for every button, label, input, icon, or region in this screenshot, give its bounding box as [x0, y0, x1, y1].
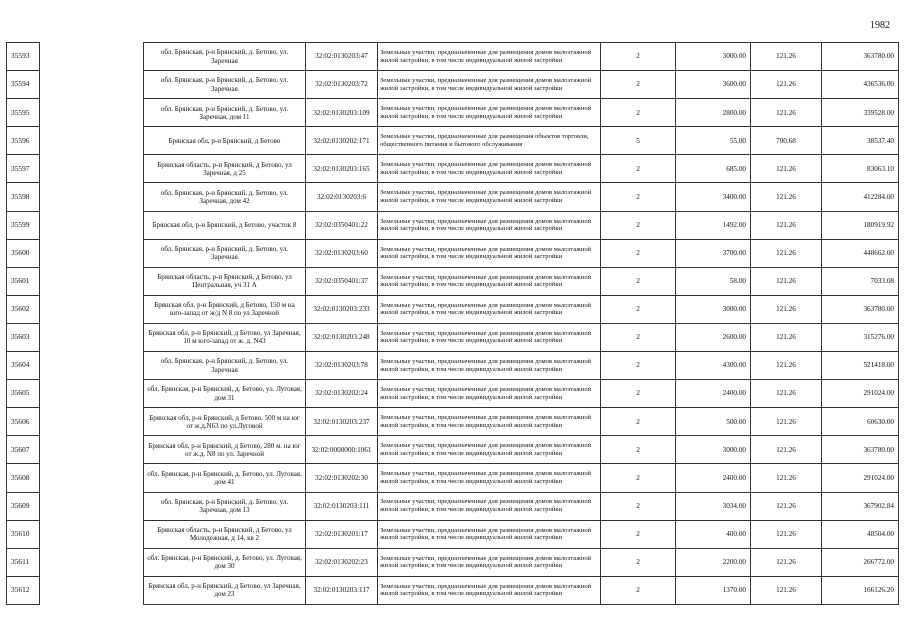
table-row: [144, 492, 899, 520]
row-number-column: [6, 42, 40, 605]
address-cell: обл. Брянская, р-н Брянский, д. Бетово, ул. Луговая, дом 30: [144, 548, 306, 576]
row-id-cell: 35598: [7, 183, 40, 211]
cadastral-number-cell: 32:02:0130202:171: [306, 127, 378, 155]
group-code-cell: 2: [601, 380, 676, 408]
cadastral-number-cell: 32:02:0350401:37: [306, 267, 378, 295]
cadastral-value-cell: 38537.40: [822, 127, 899, 155]
address-cell: обл. Брянская, р-н Брянский, д. Бетово, ул. Заречная, дом 42: [144, 183, 306, 211]
row-number-row: [7, 464, 40, 492]
specific-value-cell: 121.26: [751, 155, 822, 183]
address-cell: Брянская область, р-н Брянский, д Бетово, ул Центральная, уч 31 А: [144, 267, 306, 295]
row-id-cell: 35611: [7, 548, 40, 576]
group-code-cell: 2: [601, 99, 676, 127]
row-number-row: [7, 99, 40, 127]
table-row: [144, 295, 899, 323]
cadastral-value-cell: 339528.00: [822, 99, 899, 127]
table-row: [144, 183, 899, 211]
table-row: [144, 520, 899, 548]
table-row: [144, 239, 899, 267]
specific-value-cell: 121.26: [751, 267, 822, 295]
group-code-cell: 2: [601, 267, 676, 295]
cadastral-number-cell: 32:02:0130202:30: [306, 464, 378, 492]
row-number-row: [7, 352, 40, 380]
specific-value-cell: 121.26: [751, 548, 822, 576]
group-code-cell: 2: [601, 295, 676, 323]
row-number-row: [7, 43, 40, 71]
cadastral-value-cell: 291024.00: [822, 380, 899, 408]
cadastral-number-cell: 32:02:0130203:109: [306, 99, 378, 127]
row-number-row: [7, 239, 40, 267]
row-number-row: [7, 408, 40, 436]
land-use-cell: Земельные участки, предназначенные для размещения домов малоэтажной жилой застройки, в том числе индивидуальной жилой застройки: [378, 352, 601, 380]
cadastral-value-cell: 7033.08: [822, 267, 899, 295]
address-cell: Брянская обл, р-н Брянский, д Бетово, 280 м. на юг от ж.д. N8 по ул. Заречной: [144, 436, 306, 464]
row-id-cell: 35610: [7, 520, 40, 548]
land-use-cell: Земельные участки, предназначенные для размещения домов малоэтажной жилой застройки, в том числе индивидуальной жилой застройки: [378, 548, 601, 576]
area-cell: 1492.00: [676, 211, 751, 239]
row-id-cell: 35609: [7, 492, 40, 520]
land-use-cell: Земельные участки, предназначенные для размещения домов малоэтажной жилой застройки, в том числе индивидуальной жилой застройки: [378, 211, 601, 239]
cadastral-value-cell: 180919.92: [822, 211, 899, 239]
specific-value-cell: 121.26: [751, 99, 822, 127]
row-number-row: [7, 183, 40, 211]
area-cell: 3000.00: [676, 43, 751, 71]
address-cell: Брянская область, р-н Брянский, д Бетово, ул Молодежная, д 14, кв 2: [144, 520, 306, 548]
row-id-cell: 35600: [7, 239, 40, 267]
specific-value-cell: 121.26: [751, 239, 822, 267]
land-use-cell: Земельные участки, предназначенные для размещения домов малоэтажной жилой застройки, в том числе индивидуальной жилой застройки: [378, 408, 601, 436]
address-cell: Брянская обл, р-н Брянский, д Бетово, 500 м на юг от ж.д.N63 по ул.Луговой: [144, 408, 306, 436]
cadastral-number-cell: 32:02:0130203:6: [306, 183, 378, 211]
land-use-cell: Земельные участки, предназначенные для размещения объектов торговли, общественного питания и бытового обслуживания: [378, 127, 601, 155]
specific-value-cell: 121.26: [751, 211, 822, 239]
page-number: 1982: [870, 20, 890, 31]
cadastral-value-cell: 363780.00: [822, 436, 899, 464]
area-cell: 685.00: [676, 155, 751, 183]
area-cell: 2800.00: [676, 99, 751, 127]
row-number-row: [7, 155, 40, 183]
row-id-cell: 35602: [7, 295, 40, 323]
land-use-cell: Земельные участки, предназначенные для размещения домов малоэтажной жилой застройки, в том числе индивидуальной жилой застройки: [378, 323, 601, 351]
specific-value-cell: 121.26: [751, 71, 822, 99]
address-cell: обл. Брянская, р-н Брянский, д. Бетово, ул. Заречная: [144, 352, 306, 380]
cadastral-value-cell: 60630.00: [822, 408, 899, 436]
specific-value-cell: 121.26: [751, 464, 822, 492]
land-use-cell: Земельные участки, предназначенные для размещения домов малоэтажной жилой застройки, в том числе индивидуальной жилой застройки: [378, 436, 601, 464]
row-number-row: [7, 576, 40, 604]
row-id-cell: 35599: [7, 211, 40, 239]
specific-value-cell: 121.26: [751, 436, 822, 464]
land-use-cell: Земельные участки, предназначенные для размещения домов малоэтажной жилой застройки, в том числе индивидуальной жилой застройки: [378, 380, 601, 408]
table-row: [144, 436, 899, 464]
address-cell: обл. Брянская, р-н Брянский, д. Бетово, ул. Луговая, дом 31: [144, 380, 306, 408]
specific-value-cell: 121.26: [751, 492, 822, 520]
group-code-cell: 5: [601, 127, 676, 155]
address-cell: Брянская обл, р-н Брянский, д Бетово: [144, 127, 306, 155]
land-parcels-table: [143, 42, 899, 605]
row-number-row: [7, 267, 40, 295]
area-cell: 400.00: [676, 520, 751, 548]
cadastral-number-cell: 32:02:0130201:17: [306, 520, 378, 548]
group-code-cell: 2: [601, 71, 676, 99]
address-cell: обл. Брянская, р-н Брянский, д. Бетово, ул. Заречная, дом 11: [144, 99, 306, 127]
table-row: [144, 71, 899, 99]
table-row: [144, 576, 899, 604]
group-code-cell: 2: [601, 408, 676, 436]
table-row: [144, 155, 899, 183]
group-code-cell: 2: [601, 520, 676, 548]
row-id-cell: 35607: [7, 436, 40, 464]
cadastral-number-cell: 32:02:0130203:248: [306, 323, 378, 351]
table-row: [144, 352, 899, 380]
cadastral-value-cell: 166126.20: [822, 576, 899, 604]
area-cell: 3000.00: [676, 295, 751, 323]
cadastral-value-cell: 83063.10: [822, 155, 899, 183]
land-use-cell: Земельные участки, предназначенные для размещения домов малоэтажной жилой застройки, в том числе индивидуальной жилой застройки: [378, 239, 601, 267]
cadastral-value-cell: 266772.00: [822, 548, 899, 576]
specific-value-cell: 121.26: [751, 43, 822, 71]
address-cell: Брянская обл, р-н Брянский, д Бетово, ул Заречная, дом 23: [144, 576, 306, 604]
address-cell: обл. Брянская, р-н Брянский, д. Бетово, ул. Заречная: [144, 239, 306, 267]
group-code-cell: 2: [601, 239, 676, 267]
row-number-row: [7, 492, 40, 520]
specific-value-cell: 121.26: [751, 408, 822, 436]
area-cell: 3700.00: [676, 239, 751, 267]
table-row: [144, 99, 899, 127]
cadastral-number-cell: 32:02:0130203:78: [306, 352, 378, 380]
cadastral-number-cell: 32:02:0130203:60: [306, 239, 378, 267]
row-id-cell: 35608: [7, 464, 40, 492]
table-row: [144, 464, 899, 492]
land-use-cell: Земельные участки, предназначенные для размещения домов малоэтажной жилой застройки, в том числе индивидуальной жилой застройки: [378, 520, 601, 548]
cadastral-value-cell: 363780.00: [822, 295, 899, 323]
land-use-cell: Земельные участки, предназначенные для размещения домов малоэтажной жилой застройки, в том числе индивидуальной жилой застройки: [378, 267, 601, 295]
cadastral-number-cell: 32:02:0130203:233: [306, 295, 378, 323]
area-cell: 3034.00: [676, 492, 751, 520]
cadastral-value-cell: 291024.00: [822, 464, 899, 492]
specific-value-cell: 121.26: [751, 380, 822, 408]
cadastral-number-cell: 32:02:0130203:165: [306, 155, 378, 183]
address-cell: Брянская обл, р-н Брянский, д Бетово, участок 8: [144, 211, 306, 239]
row-number-row: [7, 295, 40, 323]
cadastral-value-cell: 521418.00: [822, 352, 899, 380]
area-cell: 4300.00: [676, 352, 751, 380]
row-id-cell: 35601: [7, 267, 40, 295]
cadastral-number-cell: 32:02:0130203:47: [306, 43, 378, 71]
row-number-row: [7, 211, 40, 239]
group-code-cell: 2: [601, 323, 676, 351]
group-code-cell: 2: [601, 43, 676, 71]
land-use-cell: Земельные участки, предназначенные для размещения домов малоэтажной жилой застройки, в том числе индивидуальной жилой застройки: [378, 71, 601, 99]
cadastral-number-cell: 32:02:0130203:111: [306, 492, 378, 520]
land-use-cell: Земельные участки, предназначенные для размещения домов малоэтажной жилой застройки, в том числе индивидуальной жилой застройки: [378, 43, 601, 71]
row-number-row: [7, 520, 40, 548]
land-use-cell: Земельные участки, предназначенные для размещения домов малоэтажной жилой застройки, в том числе индивидуальной жилой застройки: [378, 295, 601, 323]
address-cell: обл. Брянская, р-н Брянский, д. Бетово, ул. Луговая, дом 41: [144, 464, 306, 492]
table-row: [144, 211, 899, 239]
land-use-cell: Земельные участки, предназначенные для размещения домов малоэтажной жилой застройки, в том числе индивидуальной жилой застройки: [378, 183, 601, 211]
specific-value-cell: 121.26: [751, 520, 822, 548]
table-row: [144, 43, 899, 71]
area-cell: 2400.00: [676, 380, 751, 408]
row-number-row: [7, 127, 40, 155]
cadastral-number-cell: 32:02:0130203:72: [306, 71, 378, 99]
cadastral-value-cell: 448662.00: [822, 239, 899, 267]
area-cell: 3400.00: [676, 183, 751, 211]
area-cell: 1370.00: [676, 576, 751, 604]
group-code-cell: 2: [601, 548, 676, 576]
row-id-cell: 35594: [7, 71, 40, 99]
area-cell: 3600.00: [676, 71, 751, 99]
specific-value-cell: 121.26: [751, 183, 822, 211]
address-cell: обл. Брянская, р-н Брянский, д. Бетово, ул. Заречная, дом 13: [144, 492, 306, 520]
row-id-cell: 35595: [7, 99, 40, 127]
group-code-cell: 2: [601, 183, 676, 211]
cadastral-value-cell: 436536.00: [822, 71, 899, 99]
row-id-cell: 35596: [7, 127, 40, 155]
cadastral-value-cell: 412284.00: [822, 183, 899, 211]
area-cell: 2600.00: [676, 323, 751, 351]
table-row: [144, 127, 899, 155]
land-use-cell: Земельные участки, предназначенные для размещения домов малоэтажной жилой застройки, в том числе индивидуальной жилой застройки: [378, 155, 601, 183]
land-use-cell: Земельные участки, предназначенные для размещения домов малоэтажной жилой застройки, в том числе индивидуальной жилой застройки: [378, 576, 601, 604]
address-cell: обл. Брянская, р-н Брянский, д. Бетово, ул. Заречная: [144, 43, 306, 71]
land-use-cell: Земельные участки, предназначенные для размещения домов малоэтажной жилой застройки, в том числе индивидуальной жилой застройки: [378, 99, 601, 127]
table-row: [144, 408, 899, 436]
cadastral-number-cell: 32:02:0130202:24: [306, 380, 378, 408]
table-row: [144, 548, 899, 576]
row-id-cell: 35612: [7, 576, 40, 604]
row-id-cell: 35605: [7, 380, 40, 408]
area-cell: 3000.00: [676, 436, 751, 464]
table-row: [144, 323, 899, 351]
cadastral-number-cell: 32:02:0130203:237: [306, 408, 378, 436]
address-cell: Брянская обл, р-н Брянский, д Бетово, 150 м на юго-запад от ж/д N 8 по ул Заречной: [144, 295, 306, 323]
row-number-row: [7, 436, 40, 464]
row-number-row: [7, 71, 40, 99]
cadastral-value-cell: 367902.84: [822, 492, 899, 520]
group-code-cell: 2: [601, 464, 676, 492]
area-cell: 58.00: [676, 267, 751, 295]
area-cell: 500.00: [676, 408, 751, 436]
land-use-cell: Земельные участки, предназначенные для размещения домов малоэтажной жилой застройки, в том числе индивидуальной жилой застройки: [378, 464, 601, 492]
row-id-cell: 35597: [7, 155, 40, 183]
group-code-cell: 2: [601, 576, 676, 604]
area-cell: 2400.00: [676, 464, 751, 492]
row-number-row: [7, 380, 40, 408]
specific-value-cell: 700.68: [751, 127, 822, 155]
address-cell: Брянская область, р-н Брянский, д Бетово, ул Заречная, д 25: [144, 155, 306, 183]
address-cell: Брянская обл, р-н Брянский, д Бетово, ул Заречная, 10 м юго-запад от ж. д. N43: [144, 323, 306, 351]
cadastral-value-cell: 315276.00: [822, 323, 899, 351]
table-row: [144, 267, 899, 295]
cadastral-number-cell: 32:02:0000000:1061: [306, 436, 378, 464]
table-row: [144, 380, 899, 408]
group-code-cell: 2: [601, 211, 676, 239]
row-number-row: [7, 548, 40, 576]
specific-value-cell: 121.26: [751, 352, 822, 380]
row-id-cell: 35593: [7, 43, 40, 71]
area-cell: 2200.00: [676, 548, 751, 576]
row-id-cell: 35606: [7, 408, 40, 436]
group-code-cell: 2: [601, 352, 676, 380]
cadastral-value-cell: 363780.00: [822, 43, 899, 71]
specific-value-cell: 121.26: [751, 295, 822, 323]
specific-value-cell: 121.26: [751, 576, 822, 604]
row-id-cell: 35604: [7, 352, 40, 380]
cadastral-value-cell: 48504.00: [822, 520, 899, 548]
address-cell: обл. Брянская, р-н Брянский, д. Бетово, ул. Заречная: [144, 71, 306, 99]
cadastral-number-cell: 32:02:0350401:22: [306, 211, 378, 239]
cadastral-number-cell: 32:02:0130203:117: [306, 576, 378, 604]
cadastral-number-cell: 32:02:0130202:23: [306, 548, 378, 576]
row-number-row: [7, 323, 40, 351]
land-use-cell: Земельные участки, предназначенные для размещения домов малоэтажной жилой застройки, в том числе индивидуальной жилой застройки: [378, 492, 601, 520]
area-cell: 55.00: [676, 127, 751, 155]
specific-value-cell: 121.26: [751, 323, 822, 351]
group-code-cell: 2: [601, 155, 676, 183]
group-code-cell: 2: [601, 436, 676, 464]
group-code-cell: 2: [601, 492, 676, 520]
row-id-cell: 35603: [7, 323, 40, 351]
